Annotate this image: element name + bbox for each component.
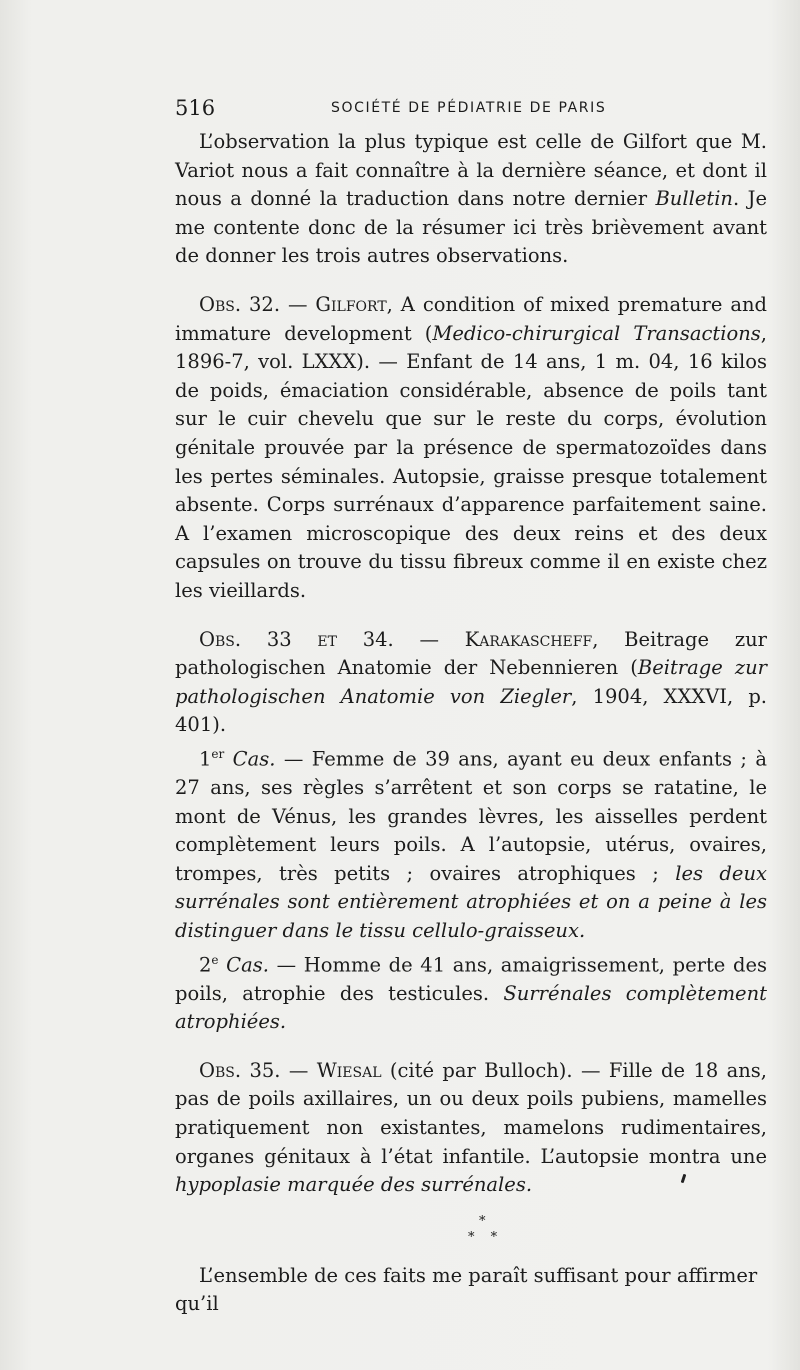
case2-sup: e — [211, 952, 219, 967]
obs33-citation: , 1904, XXXVI, p. 401). — [175, 684, 768, 737]
observation-33-34 — [175, 626, 767, 740]
obs35-body: (cité par Bulloch). — Fille de 18 ans, pas de poils axillaires, un ou deux poils pubiens, mamelles pratiquement non existantes, mamelons rudimentaires, organes génitaux à l’état infantile. L’autopsie montra une — [175, 1058, 767, 1168]
obs33-title: , Beitrage zur pathologischen Anatomie der Nebennieren ( — [175, 627, 767, 680]
observation-32 — [175, 291, 767, 606]
page-header — [175, 96, 767, 126]
intro-bulletin: Bulletin — [655, 187, 733, 211]
case1-sup: er — [211, 746, 225, 761]
obs32-dash: — — [280, 292, 316, 316]
case1-body: — Femme de 39 ans, ayant eu deux enfants ; à 27 ans, ses règles s’arrêtent et son corps se ratatine, le mont de Vénus, les grandes lèvres, les aisselles perdent complètement leurs poils. A l’autopsie, utérus, ovaires, trompes, très petits ; ovaires atrophiques ; — [175, 747, 767, 885]
obs33-journal: Beitrage zur pathologischen Anatomie von Ziegler — [175, 656, 768, 708]
obs32-label: Obs. 32. — [199, 292, 281, 316]
case1-italic: les deux surrénales sont entièrement atrophiées et on a peine à les distinguer dans le tissu cellulo-graisseux. — [175, 861, 768, 942]
asterism-separator — [175, 1204, 767, 1262]
case-1 — [175, 740, 767, 946]
conclusion-paragraph: L’ensemble de ces faits me paraît suffisant pour affirmer qu’il — [175, 1263, 758, 1316]
obs32-journal: Medico-chirurgical Transactions — [432, 321, 761, 345]
obs35-dash: — — [280, 1058, 317, 1082]
asterism-bottom: * * — [468, 1229, 504, 1245]
obs35-italic: hypoplasie marquée des surrénales. — [175, 1173, 533, 1197]
case1-word: Cas. — [224, 747, 276, 771]
case2-word: Cas. — [218, 953, 269, 977]
running-head: SOCIÉTÉ DE PÉDIATRIE DE PARIS — [331, 100, 607, 116]
intro-paragraph — [175, 128, 767, 271]
text-column — [175, 96, 767, 1319]
intro-text-a: L’observation la plus typique est celle de Gilfort que M. Variot nous a fait connaître à la dernière séance, et dont il nous a donné la traduction dans notre dernier — [175, 130, 767, 211]
obs32-title: , A condition of mixed premature and immature development ( — [175, 292, 767, 345]
observation-35 — [175, 1057, 767, 1200]
page-number: 516 — [175, 96, 216, 120]
case2-ordinal: 2 — [199, 953, 212, 977]
obs33-author: Karakascheff — [464, 627, 593, 651]
obs35-author: Wiesal — [316, 1058, 382, 1082]
obs32-author: Gilfort — [315, 292, 387, 316]
case-2 — [175, 946, 767, 1037]
case2-body: — Homme de 41 ans, amaigrissement, perte des poils, atrophie des testicules. — [175, 953, 768, 1005]
obs32-citation: , 1896-7, vol. LXXX). — — [175, 321, 767, 374]
asterism-top: * — [479, 1213, 486, 1229]
obs33-dash: — — [393, 627, 465, 651]
case2-italic: Surrénales complètement atrophiées. — [175, 981, 767, 1034]
case1-ordinal: 1 — [199, 747, 212, 771]
intro-text-b: . Je me contente donc de la résumer ici très brièvement avant de donner les trois autres observations. — [175, 187, 767, 268]
obs33-label: Obs. 33 et 34. — [199, 627, 394, 651]
obs35-label: Obs. 35. — [199, 1058, 281, 1082]
obs32-body: Enfant de 14 ans, 1 m. 04, 16 kilos de poids, émaciation considérable, absence de poils tant sur le cuir chevelu que sur le reste du corps, évolution génitale prouvée par la présence de spermatozoïdes dans les pertes séminales. Autopsie, graisse presque totalement absente. Corps surrénaux d’apparence parfaitement saine. A l’examen microscopique des deux reins et des deux capsules on trouve du tissu fibreux comme il en existe chez les vieillards. — [175, 350, 767, 602]
